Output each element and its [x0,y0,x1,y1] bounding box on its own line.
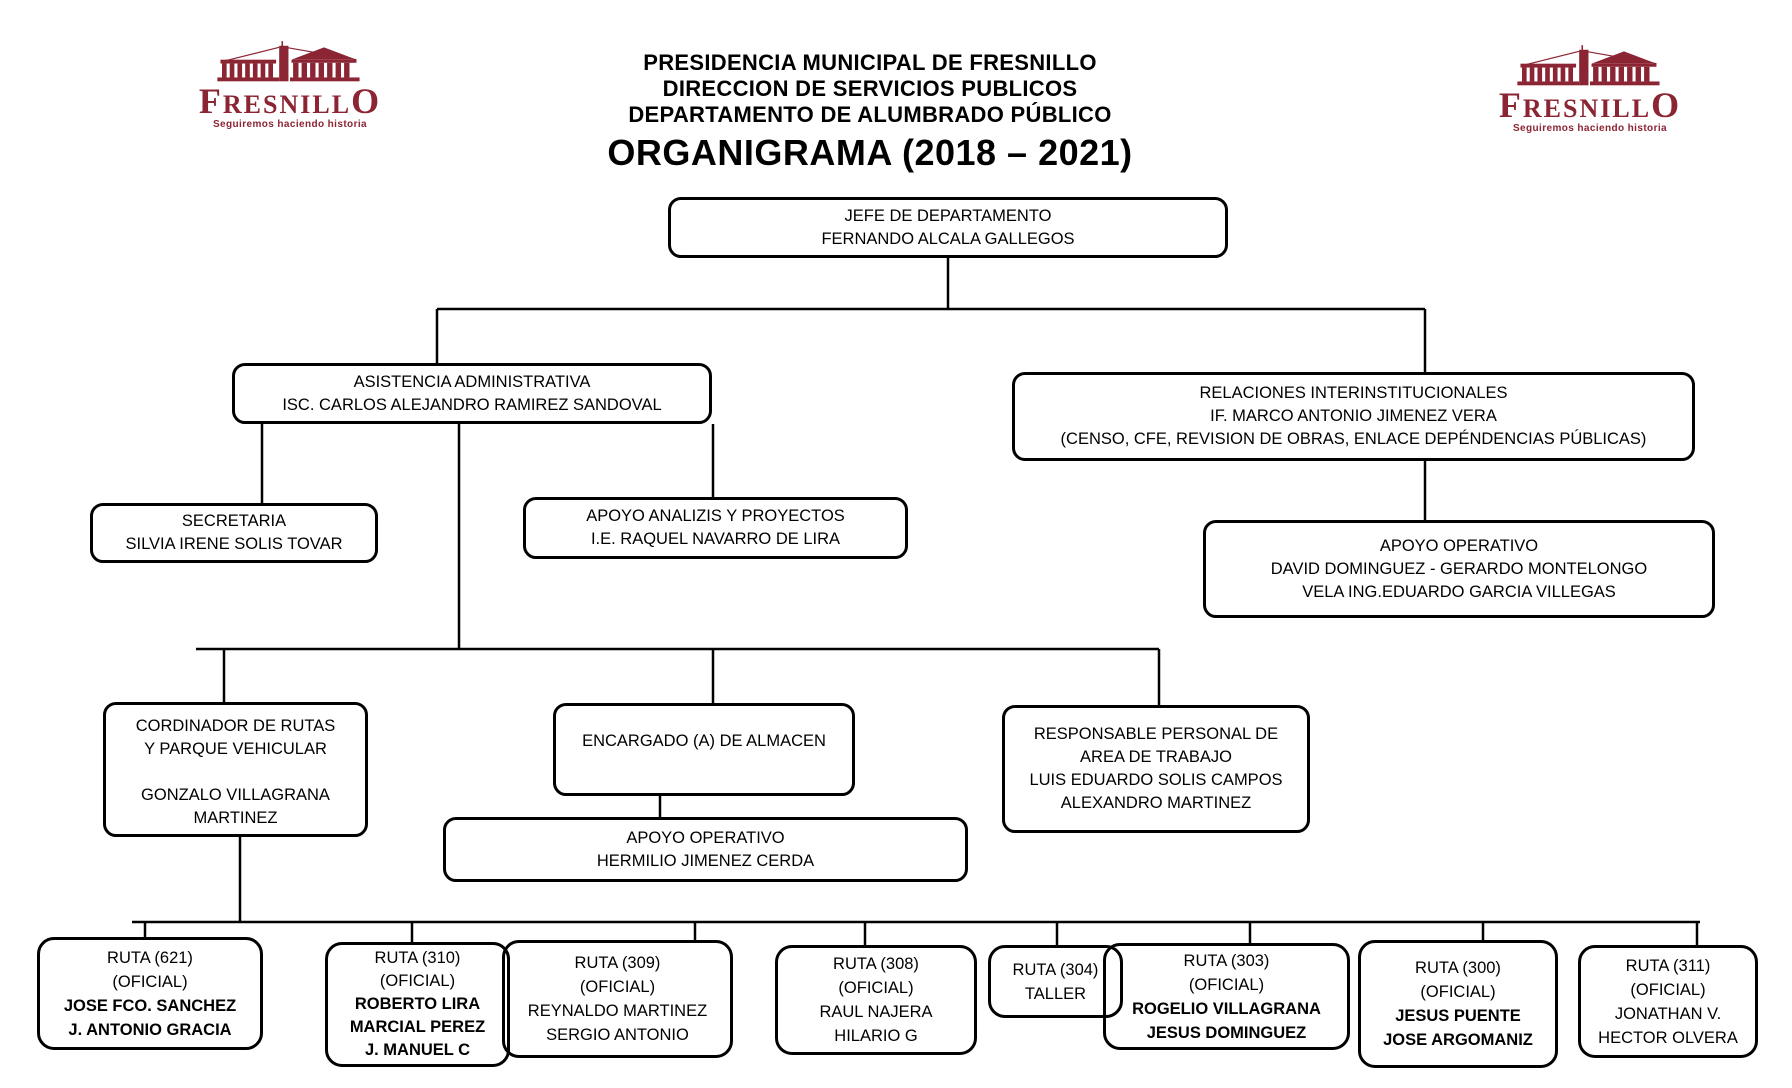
logo-letter: F [1498,85,1523,125]
node-ruta-311 [1578,945,1758,1058]
node-line: (OFICIAL) [379,972,456,990]
node-line: SERGIO ANTONIO [546,1026,689,1044]
node-line: (OFICIAL) [1630,980,1706,999]
node-line: HECTOR OLVERA [1598,1028,1738,1047]
node-line: RUTA (300) [1415,959,1501,977]
node-line: ALEXANDRO MARTINEZ [1060,794,1252,812]
logo-letters: RESNILL [222,90,352,119]
node-responsable-personal [1002,705,1310,833]
node-line: VELA ING.EDUARDO GARCIA VILLEGAS [1302,582,1616,601]
node-line: REYNALDO MARTINEZ [527,1002,708,1020]
node-line: JONATHAN V. [1614,1004,1722,1023]
node-line: MARTINEZ [193,809,278,827]
title-block [520,50,1220,174]
node-line: (OFICIAL) [1188,975,1265,994]
node-ruta-309 [502,940,733,1058]
node-line: HILARIO G [834,1027,918,1045]
node-line-spacer [112,761,359,784]
node-line: RUTA (310) [374,949,461,967]
fresnillo-logo-right [1485,40,1695,134]
node-line: RUTA (311) [1625,956,1711,975]
node-line: JOSE FCO. SANCHEZ [63,996,237,1015]
node-line: JOSE ARGOMANIZ [1383,1031,1533,1049]
node-line: J. ANTONIO GRACIA [68,1020,232,1039]
logo-tagline: Seguiremos haciendo historia [212,119,367,130]
node-line: RUTA (309) [574,954,661,972]
node-line: TALLER [1024,984,1087,1003]
logo-letters: RESNILL [1522,94,1652,123]
node-encargado-de-almacen [553,703,855,796]
node-line: (OFICIAL) [838,979,914,997]
node-line: SECRETARIA [181,512,287,530]
node-line: JEFE DE DEPARTAMENTO [844,206,1052,225]
node-ruta-310 [325,942,510,1067]
node-line: MARCIAL PEREZ [349,1018,486,1036]
node-line: ENCARGADO (A) DE ALMACEN [582,732,826,750]
node-line: HERMILIO JIMENEZ CERDA [596,851,815,870]
node-line: (OFICIAL) [112,972,188,991]
node-line: J. MANUEL C [364,1041,471,1059]
node-line: ISC. CARLOS ALEJANDRO RAMIREZ SANDOVAL [282,395,662,414]
node-apoyo-operativo-relaciones [1203,520,1715,618]
fresnillo-building-icon [205,36,375,88]
node-apoyo-analizis-y-proyectos [523,497,908,559]
logo-tagline: Seguiremos haciendo historia [1512,123,1667,134]
node-line: SILVIA IRENE SOLIS TOVAR [125,535,343,553]
node-ruta-303 [1103,943,1350,1050]
node-cordinador-de-rutas [103,702,368,837]
node-line: AREA DE TRABAJO [1080,748,1232,766]
node-line: DAVID DOMINGUEZ - GERARDO MONTELONGO [1270,559,1648,578]
fresnillo-wordmark [1485,85,1695,125]
logo-letter: F [198,81,223,121]
header-line: DEPARTAMENTO DE ALUMBRADO PÚBLICO [628,102,1112,127]
node-line: APOYO ANALIZIS Y PROYECTOS [586,507,845,525]
node-line: ROBERTO LIRA [354,995,481,1013]
node-line: (OFICIAL) [1420,983,1496,1001]
node-line: I.E. RAQUEL NAVARRO DE LIRA [590,530,841,548]
node-line: JESUS DOMINGUEZ [1146,1023,1307,1042]
node-line: GONZALO VILLAGRANA [141,786,330,804]
node-line: (OFICIAL) [579,978,656,996]
node-line: RESPONSABLE PERSONAL DE [1033,725,1279,743]
node-line: ROGELIO VILLAGRANA [1132,999,1321,1018]
node-ruta-621 [37,937,263,1050]
node-line: RUTA (621) [107,948,193,967]
node-line: RUTA (304) [1012,960,1099,979]
node-line: Y PARQUE VEHICULAR [144,740,327,758]
node-asistencia-administrativa [232,363,712,424]
node-line: FERNANDO ALCALA GALLEGOS [821,229,1075,248]
node-ruta-308 [775,945,977,1055]
fresnillo-logo-left [185,36,395,130]
node-jefe-de-departamento [668,197,1228,258]
node-line: APOYO OPERATIVO [626,828,785,847]
header-line: PRESIDENCIA MUNICIPAL DE FRESNILLO [643,50,1097,75]
node-line: APOYO OPERATIVO [1379,536,1539,555]
node-line: (CENSO, CFE, REVISION DE OBRAS, ENLACE DEPÉNDENCIAS PÚBLICAS) [1060,430,1647,448]
node-ruta-300 [1358,940,1558,1068]
logo-letter: O [351,81,382,121]
node-line: ASISTENCIA ADMINISTRATIVA [353,372,591,391]
node-line: CORDINADOR DE RUTAS [135,717,336,735]
fresnillo-wordmark [185,81,395,121]
node-secretaria [90,503,378,563]
node-line: LUIS EDUARDO SOLIS CAMPOS [1029,771,1283,789]
node-line: RUTA (303) [1183,951,1270,970]
node-line: JESUS PUENTE [1395,1007,1521,1025]
node-line: IF. MARCO ANTONIO JIMENEZ VERA [1210,407,1497,425]
node-apoyo-operativo-hermilio [443,817,968,882]
main-title: ORGANIGRAMA (2018 – 2021) [607,132,1133,173]
fresnillo-building-icon [1505,40,1675,92]
node-line: RAUL NAJERA [819,1003,933,1021]
node-relaciones-interinstitucionales [1012,372,1695,461]
logo-letter: O [1651,85,1682,125]
node-line: RUTA (308) [833,955,919,973]
node-line: RELACIONES INTERINSTITUCIONALES [1199,384,1508,402]
header-line: DIRECCION DE SERVICIOS PUBLICOS [662,76,1078,101]
